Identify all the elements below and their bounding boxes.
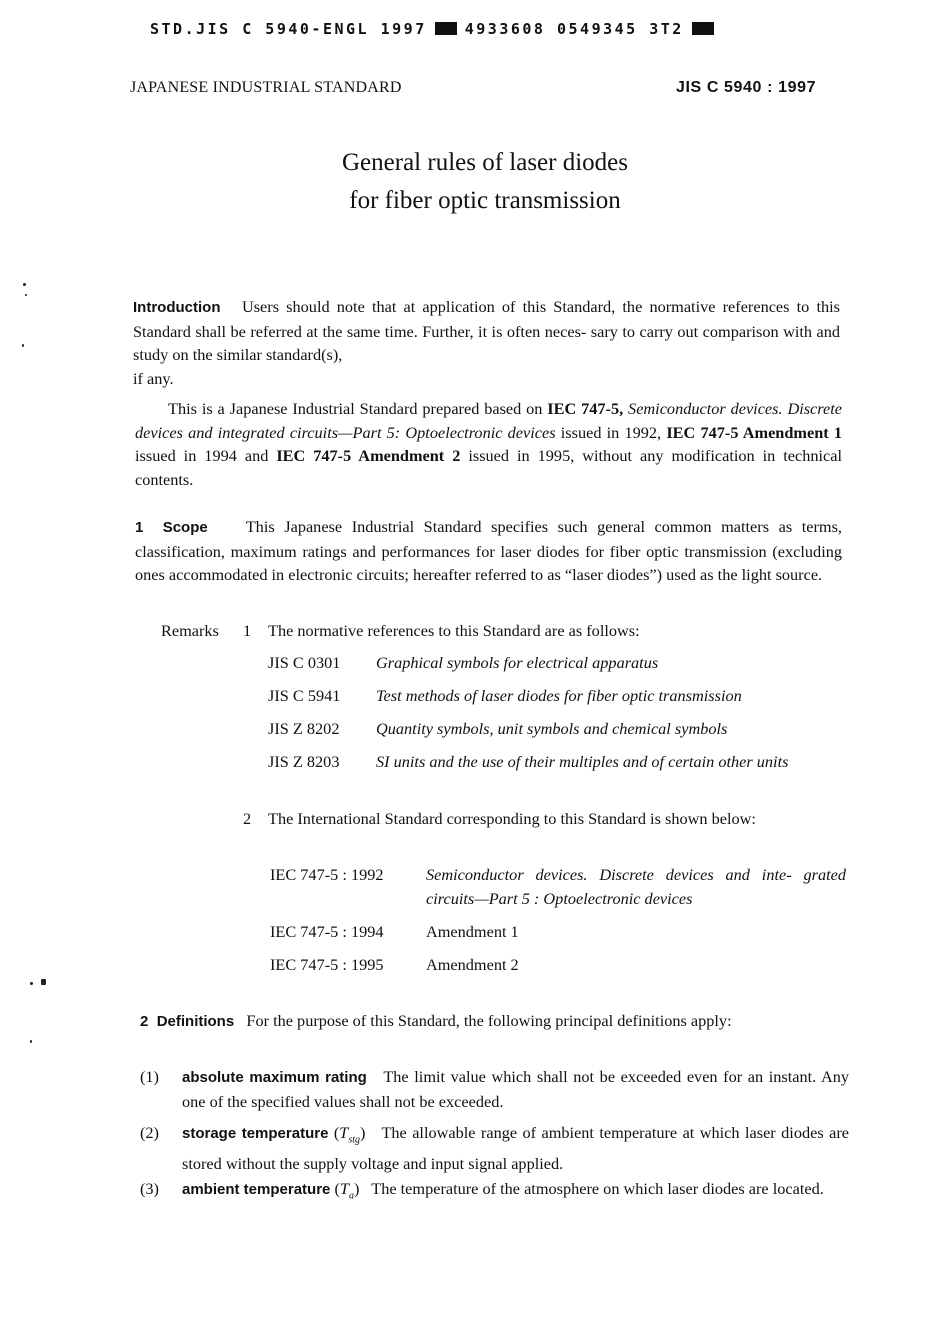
header-standard-name: JAPANESE INDUSTRIAL STANDARD bbox=[130, 79, 402, 96]
stamp-block-mark bbox=[435, 22, 457, 35]
definition-term: absolute maximum rating bbox=[182, 1069, 367, 1086]
ref-title: Graphical symbols for electrical apparatus bbox=[376, 653, 659, 672]
title-line-1: General rules of laser diodes bbox=[342, 149, 628, 176]
iec-ref-title: Amendment 1 bbox=[426, 922, 519, 941]
header-standard-number: JIS C 5940 : 1997 bbox=[676, 79, 817, 96]
definitions-heading: Definitions bbox=[156, 1013, 235, 1030]
definitions-section bbox=[140, 1009, 848, 1034]
iec-ref-title: Semiconductor devices. Discrete devices and inte- grated circuits—Part 5 : Optoelectronic devices bbox=[426, 865, 846, 908]
definition-symbol: T bbox=[339, 1123, 349, 1142]
basis-amendment-1: IEC 747-5 Amendment 1 bbox=[666, 422, 842, 442]
scan-speck bbox=[23, 283, 26, 286]
scope-paragraph bbox=[135, 515, 842, 587]
iec-ref-code: IEC 747-5 : 1994 bbox=[270, 922, 384, 941]
introduction-text: Users should note that at application of this Standard, the normative references to this Standard shall be referred at the same time. Further, it is often neces- sary to carry out comparison with and study on the similar standard(s), bbox=[133, 297, 840, 365]
definition-paragraph bbox=[182, 1065, 849, 1113]
introduction-section bbox=[133, 295, 840, 390]
scan-speck bbox=[25, 294, 27, 296]
stamp-doc-id: STD.JIS C 5940-ENGL 1997 bbox=[150, 20, 427, 38]
definitions-paragraph bbox=[140, 1009, 848, 1034]
ref-code: JIS Z 8203 bbox=[268, 752, 340, 771]
basis-text: issued in 1995, without any modification in technical contents. bbox=[135, 446, 843, 489]
scan-stamp bbox=[150, 20, 722, 38]
scan-speck bbox=[30, 1040, 32, 1043]
ref-code: JIS C 0301 bbox=[268, 653, 341, 672]
basis-text: issued in 1992, bbox=[555, 422, 667, 442]
definition-text: The limit value which shall not be exceeded even for an instant. Any one of the specified values shall not be exceeded. bbox=[182, 1067, 849, 1111]
ref-code: JIS C 5941 bbox=[268, 686, 341, 705]
basis-section bbox=[135, 397, 842, 491]
definition-number: (1) bbox=[140, 1067, 159, 1086]
iec-ref-code: IEC 747-5 : 1992 bbox=[270, 865, 384, 884]
basis-text: issued in 1994 and bbox=[135, 446, 277, 466]
stamp-block-mark bbox=[692, 22, 714, 35]
definition-text: The allowable range of ambient temperature at which laser diodes are stored without the supply voltage and input signal applied. bbox=[182, 1123, 849, 1173]
iec-ref-title: Amendment 2 bbox=[426, 955, 519, 974]
definition-symbol: T bbox=[339, 1179, 349, 1198]
introduction-paragraph bbox=[133, 295, 840, 367]
basis-paragraph bbox=[135, 397, 842, 491]
definition-item bbox=[182, 1065, 849, 1113]
ref-title: SI units and the use of their multiples and of certain other units bbox=[376, 752, 789, 771]
definitions-number: 2 bbox=[140, 1013, 149, 1030]
scope-number: 1 bbox=[135, 519, 144, 536]
definition-symbol-subscript: stg bbox=[348, 1134, 361, 1146]
introduction-heading: Introduction bbox=[133, 299, 221, 316]
scan-speck bbox=[22, 344, 24, 347]
title-line-2: for fiber optic transmission bbox=[349, 187, 621, 214]
definition-number: (3) bbox=[140, 1179, 159, 1198]
definition-item bbox=[182, 1177, 849, 1208]
ref-title: Quantity symbols, unit symbols and chemical symbols bbox=[376, 719, 728, 738]
basis-iec-title: Semiconductor devices. Discrete devices and integrated circuits—Part 5: Optoelectronic devices bbox=[135, 399, 842, 442]
page-title bbox=[0, 144, 950, 220]
basis-iec-ref: IEC 747-5, bbox=[547, 399, 624, 418]
remark-2-number: 2 bbox=[243, 809, 252, 828]
remark-1-number: 1 bbox=[243, 621, 252, 640]
scan-speck bbox=[30, 982, 33, 985]
ref-title: Test methods of laser diodes for fiber optic transmission bbox=[376, 686, 742, 705]
definition-item bbox=[182, 1121, 849, 1175]
iec-ref-title-wrap bbox=[426, 863, 846, 910]
definition-term: ambient temperature bbox=[182, 1181, 331, 1198]
stamp-code: 4933608 0549345 3T2 bbox=[464, 20, 684, 38]
scope-section bbox=[135, 515, 842, 587]
remark-2-text: The International Standard corresponding to this Standard is shown below: bbox=[268, 809, 756, 828]
definition-symbol-subscript: a bbox=[348, 1190, 354, 1202]
definition-paragraph: ambient temperature $(T_a)$ The temperature of the atmosphere on which laser diodes are located. bbox=[182, 1179, 824, 1202]
scope-heading: Scope bbox=[162, 519, 208, 536]
remark-2-body bbox=[268, 807, 848, 831]
definition-text: The temperature of the atmosphere on which laser diodes are located. bbox=[371, 1179, 824, 1198]
definition-number: (2) bbox=[140, 1123, 159, 1142]
definitions-text: For the purpose of this Standard, the following principal definitions apply: bbox=[246, 1011, 732, 1030]
introduction-tail: if any. bbox=[133, 368, 174, 388]
basis-amendment-2: IEC 747-5 Amendment 2 bbox=[276, 446, 461, 466]
scope-text: This Japanese Industrial Standard specifies such general common matters as terms, classification, maximum ratings and performances for laser diodes for fiber optic transmission (excluding ones accommodated in electronic circuits; hereafter referred to as “laser diodes”) used as the light source. bbox=[135, 517, 842, 585]
definition-term: storage temperature bbox=[182, 1125, 329, 1142]
remarks-label: Remarks bbox=[161, 621, 219, 640]
iec-ref-code: IEC 747-5 : 1995 bbox=[270, 955, 384, 974]
remark-1-text: The normative references to this Standard are as follows: bbox=[268, 621, 640, 640]
scan-speck bbox=[41, 979, 46, 985]
basis-text: This is a Japanese Industrial Standard prepared based on bbox=[168, 399, 548, 418]
ref-code: JIS Z 8202 bbox=[268, 719, 340, 738]
definition-paragraph: storage temperature $(T_{stg})$ The allowable range of ambient temperature at which laser diodes are stored without the supply voltage and input signal applied. bbox=[182, 1123, 849, 1173]
